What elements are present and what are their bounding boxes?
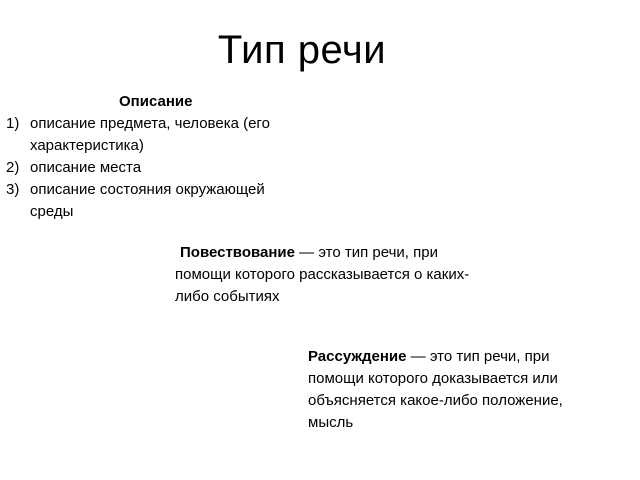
list-item-text: описание места [30,159,142,176]
list-item [6,157,306,179]
page-title: Тип речи [217,28,387,72]
narration-term: Повествование [180,244,295,261]
narration-text: — это тип речи, при помощи которого рассказывается о каких-либо событиях [175,244,470,305]
reasoning-term: Рассуждение [308,348,407,365]
reasoning-text: — это тип речи, при помощи которого доказывается или объясняется какое-либо положение, мысль [308,348,563,431]
reasoning-definition [308,346,608,434]
list-item-text: описание предмета, человека (его характеристика) [30,115,270,154]
list-item [6,113,306,157]
list-item-text: описание состояния окружающей среды [30,181,265,220]
list-item-number: 1) [6,115,20,132]
list-item [6,179,306,223]
list-item-number: 3) [6,181,20,198]
description-list [6,113,306,223]
description-heading: Описание [119,93,193,110]
narration-definition [175,242,475,308]
list-item-number: 2) [6,159,20,176]
